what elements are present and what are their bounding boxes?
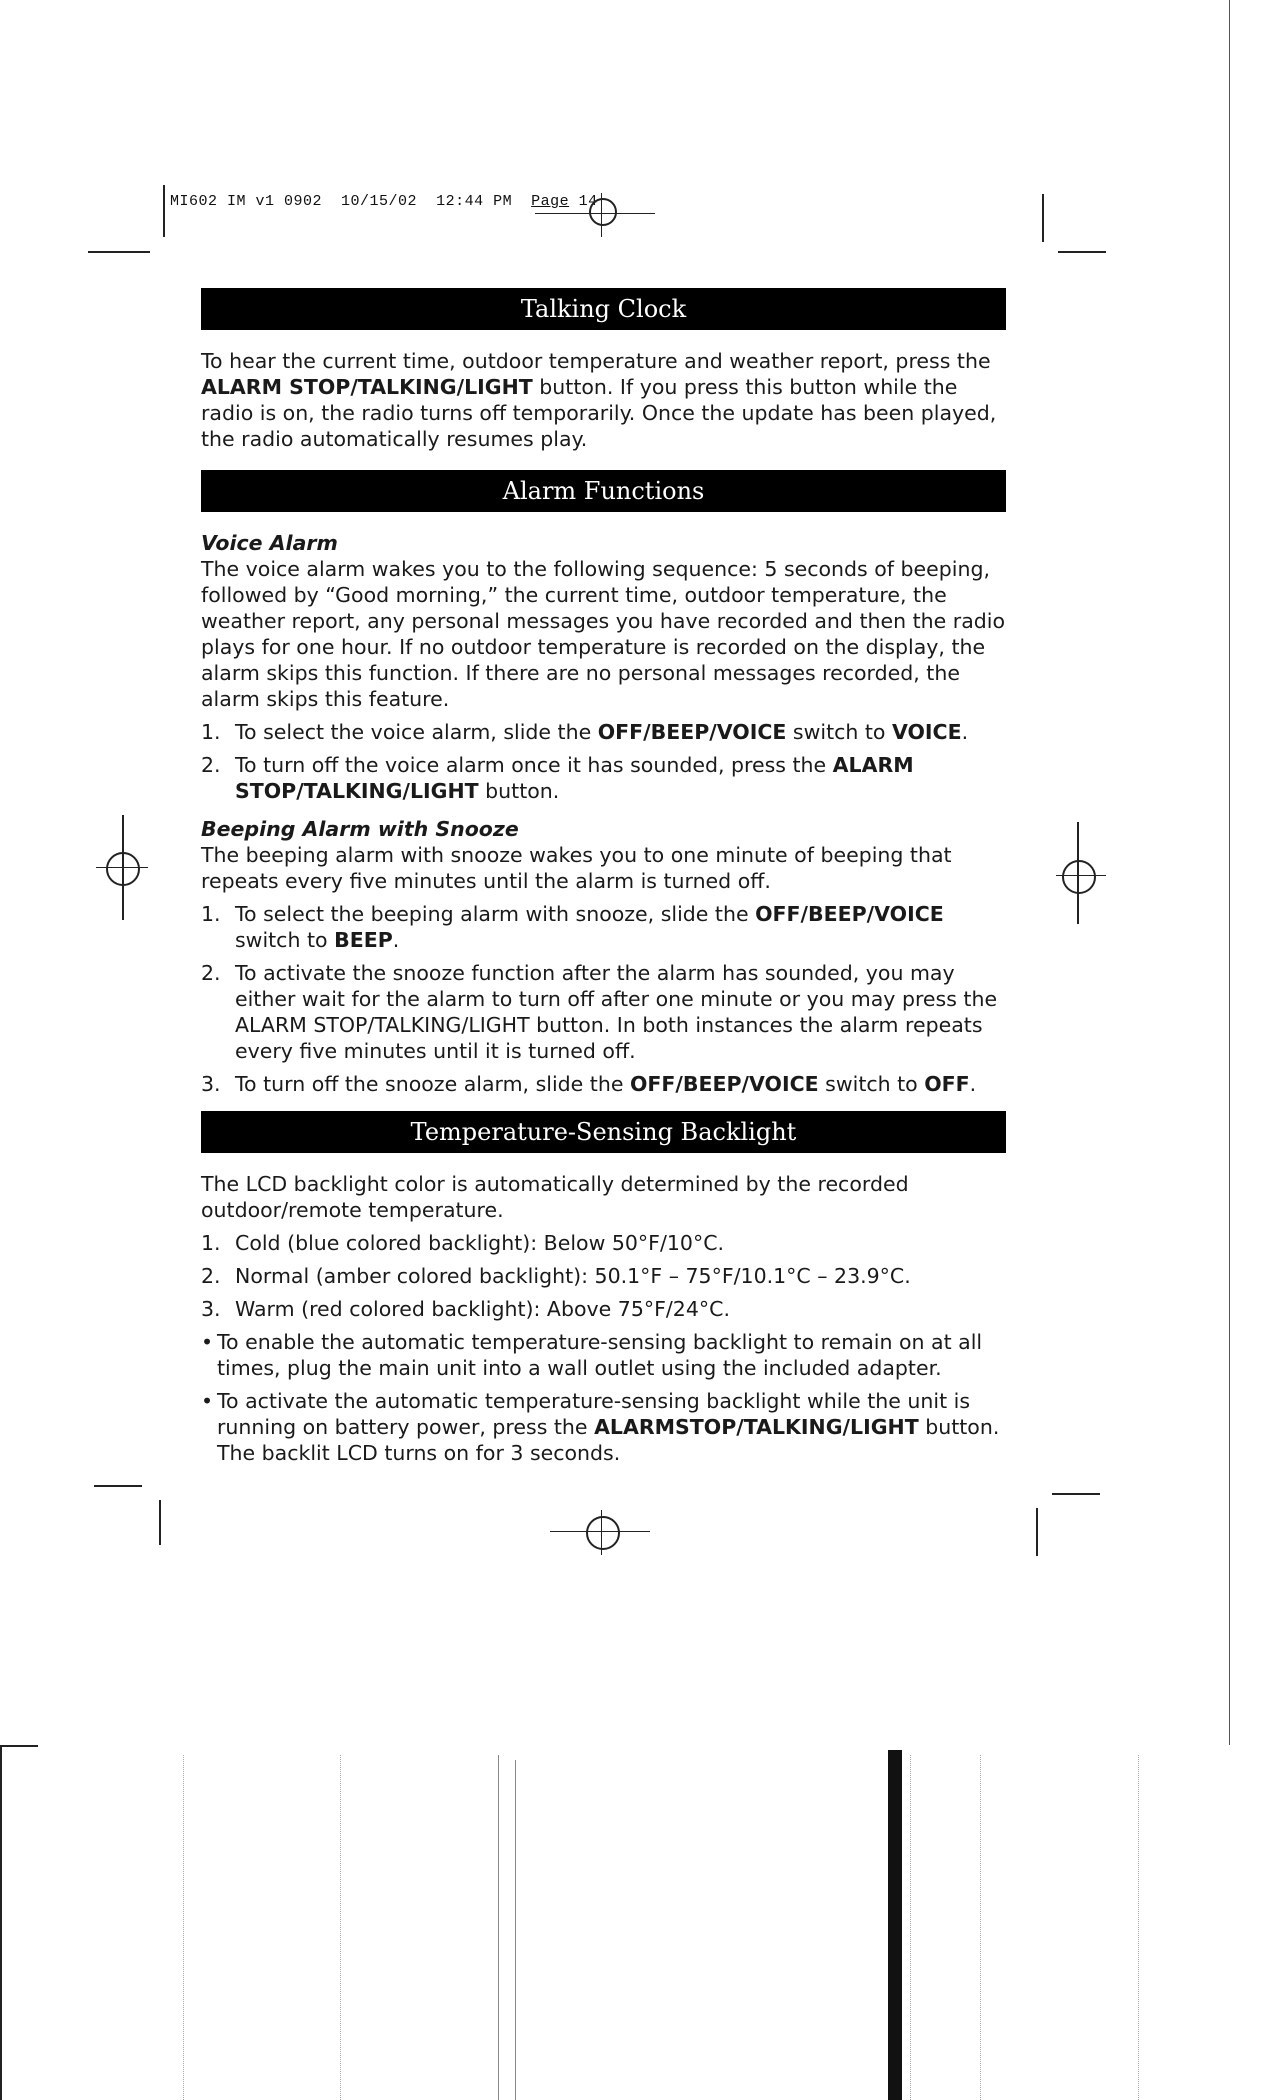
scan-artifact xyxy=(183,1755,184,2100)
scan-edge xyxy=(0,1745,38,1747)
registration-mark xyxy=(1062,860,1096,894)
list-item: • To activate the automatic temperature-sensing backlight while the unit is running on battery power, press the ALARMSTOP/TALKING/LIGHT button. The backlit LCD turns on for 3 seconds. xyxy=(201,1389,1000,1465)
voice-alarm-intro: The voice alarm wakes you to the following sequence: 5 seconds of beeping, followed by “Good morning,” the current time, outdoor temperature, the weather report, any personal messages you have recorded and then the radio plays for one hour. If no outdoor temperature is recorded on the display, the alarm skips this function. If there are no personal messages recorded, the alarm skips this feature. xyxy=(201,557,1006,711)
talking-clock-paragraph: To hear the current time, outdoor temperature and weather report, press the ALARM STOP/TALKING/LIGHT button. If you press this button while the radio is on, the radio turns off temporarily. Once the update has been played, the radio automatically resumes play. xyxy=(201,349,997,451)
registration-mark xyxy=(589,198,617,226)
registration-mark xyxy=(586,1516,620,1550)
crop-mark xyxy=(1042,194,1044,242)
scan-artifact xyxy=(980,1755,981,2100)
crop-mark xyxy=(163,185,165,237)
scan-artifact xyxy=(340,1755,341,2100)
list-item: 2. To activate the snooze function after the alarm has sounded, you may either wait for the alarm to turn off after one minute or you may press the ALARM STOP/TALKING/LIGHT button. In both instances the alarm repeats every five minutes until it is turned off. xyxy=(201,961,998,1063)
backlight-intro: The LCD backlight color is automatically determined by the recorded outdoor/remote temperature. xyxy=(201,1172,909,1222)
crop-mark xyxy=(88,251,150,253)
list-item: 1. To select the beeping alarm with snooze, slide the OFF/BEEP/VOICE switch to BEEP. xyxy=(201,902,944,952)
list-item: 2. To turn off the voice alarm once it has sounded, press the ALARM STOP/TALKING/LIGHT button. xyxy=(201,753,914,803)
registration-mark-line xyxy=(601,193,602,237)
crop-mark xyxy=(94,1485,142,1487)
registration-mark-line xyxy=(550,1531,650,1532)
beeping-alarm-heading: Beeping Alarm with Snooze xyxy=(201,817,519,841)
voice-alarm-steps xyxy=(201,719,1006,804)
crop-mark xyxy=(159,1500,161,1545)
backlight-levels xyxy=(201,1230,1006,1322)
registration-mark-line xyxy=(1056,875,1106,876)
list-item: 1. To select the voice alarm, slide the OFF/BEEP/VOICE switch to VOICE. xyxy=(201,720,969,744)
beeping-alarm-steps xyxy=(201,901,1006,1097)
section-title-backlight: Temperature-Sensing Backlight xyxy=(201,1111,1006,1153)
list-item: 1. Cold (blue colored backlight): Below 50°F/10°C. xyxy=(201,1231,725,1255)
scan-artifact xyxy=(910,1755,911,2100)
crop-mark xyxy=(1052,1493,1100,1495)
list-item: 2. Normal (amber colored backlight): 50.1°F – 75°F/10.1°C – 23.9°C. xyxy=(201,1264,911,1288)
crop-mark xyxy=(1036,1508,1038,1556)
page-edge-line xyxy=(1229,0,1230,1745)
backlight-notes xyxy=(201,1329,1006,1466)
page-content xyxy=(201,288,1006,1466)
print-slug: MI602 IM v1 0902 10/15/02 12:44 PM Page 14 xyxy=(170,193,598,210)
list-item: 3. To turn off the snooze alarm, slide the OFF/BEEP/VOICE switch to OFF. xyxy=(201,1072,977,1096)
scan-artifact xyxy=(888,1750,902,2100)
registration-mark-line xyxy=(122,815,124,920)
list-item: • To enable the automatic temperature-sensing backlight to remain on at all times, plug the main unit into a wall outlet using the included adapter. xyxy=(201,1330,983,1380)
registration-mark-line xyxy=(1077,822,1079,924)
list-item: 3. Warm (red colored backlight): Above 75°F/24°C. xyxy=(201,1297,730,1321)
scan-artifact xyxy=(1138,1755,1139,2100)
voice-alarm-heading: Voice Alarm xyxy=(201,531,338,555)
crop-mark xyxy=(1058,251,1106,253)
section-title-talking-clock: Talking Clock xyxy=(201,288,1006,330)
section-title-alarm-functions: Alarm Functions xyxy=(201,470,1006,512)
scan-edge xyxy=(0,1745,2,2100)
scan-artifact xyxy=(515,1760,516,2100)
registration-mark-line xyxy=(601,1510,602,1555)
scan-artifact xyxy=(498,1755,499,2100)
beeping-alarm-intro: The beeping alarm with snooze wakes you to one minute of beeping that repeats every five minutes until the alarm is turned off. xyxy=(201,843,952,893)
